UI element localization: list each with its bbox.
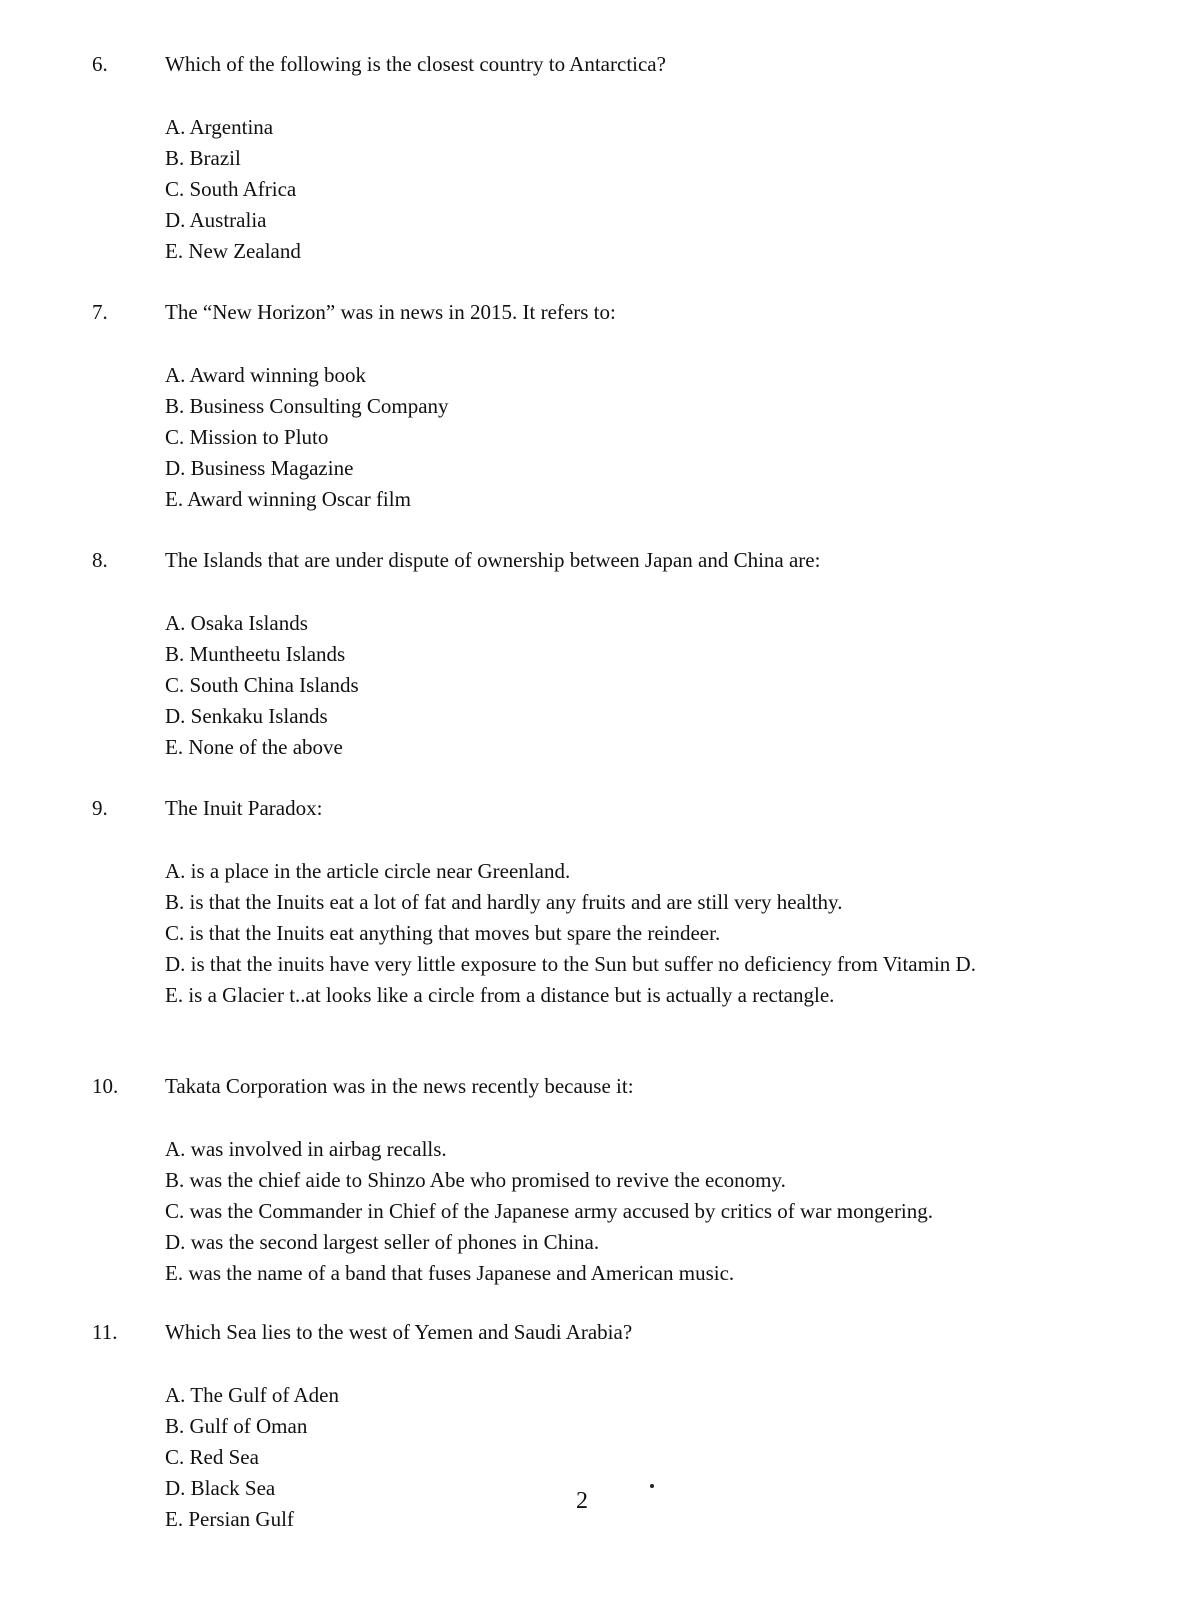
option-list	[165, 856, 1045, 1011]
option-e: E. Award winning Oscar film	[165, 487, 411, 511]
option-b: B. is that the Inuits eat a lot of fat and hardly any fruits and are still very healthy.	[165, 890, 843, 914]
option-b: B. was the chief aide to Shinzo Abe who promised to revive the economy.	[165, 1168, 786, 1192]
question-text: The Inuit Paradox:	[165, 796, 323, 820]
question-text: Which Sea lies to the west of Yemen and Saudi Arabia?	[165, 1320, 633, 1344]
question-text: The Islands that are under dispute of ownership between Japan and China are:	[165, 548, 821, 572]
option-b: B. Muntheetu Islands	[165, 642, 346, 666]
option-a: A. Osaka Islands	[165, 611, 308, 635]
option-c: C. South Africa	[165, 177, 297, 201]
option-e: E. None of the above	[165, 735, 343, 759]
scan-speck	[650, 1484, 654, 1488]
option-d: D. Australia	[165, 208, 267, 232]
question-text: Takata Corporation was in the news recently because it:	[165, 1074, 634, 1098]
option-a: A. The Gulf of Aden	[165, 1383, 339, 1407]
option-c: C. Red Sea	[165, 1445, 259, 1469]
option-e: E. Persian Gulf	[165, 1507, 294, 1531]
option-list	[165, 112, 1045, 267]
option-list	[165, 360, 1045, 515]
page-number: 2	[576, 1488, 588, 1514]
option-a: A. was involved in airbag recalls.	[165, 1137, 447, 1161]
option-d: D. Senkaku Islands	[165, 704, 328, 728]
option-b: B. Business Consulting Company	[165, 394, 449, 418]
option-d: D. was the second largest seller of phones in China.	[165, 1230, 600, 1254]
question-number: 7.	[92, 300, 108, 324]
question-number: 9.	[92, 796, 108, 820]
option-a: A. is a place in the article circle near Greenland.	[165, 859, 571, 883]
option-list	[165, 608, 1045, 763]
question-number: 8.	[92, 548, 108, 572]
option-d: D. Black Sea	[165, 1476, 276, 1500]
option-b: B. Brazil	[165, 146, 241, 170]
question-number: 10.	[92, 1074, 119, 1098]
option-e: E. New Zealand	[165, 239, 301, 263]
option-a: A. Argentina	[165, 115, 274, 139]
question-text: The “New Horizon” was in news in 2015. It refers to:	[165, 300, 616, 324]
question-number: 6.	[92, 52, 108, 76]
option-c: C. Mission to Pluto	[165, 425, 329, 449]
option-d: D. Business Magazine	[165, 456, 354, 480]
option-c: C. is that the Inuits eat anything that moves but spare the reindeer.	[165, 921, 721, 945]
option-a: A. Award winning book	[165, 363, 367, 387]
option-e: E. was the name of a band that fuses Japanese and American music.	[165, 1261, 735, 1285]
option-list	[165, 1134, 1045, 1289]
question-number: 11.	[92, 1320, 118, 1344]
question-text: Which of the following is the closest country to Antarctica?	[165, 52, 666, 76]
option-b: B. Gulf of Oman	[165, 1414, 308, 1438]
option-c: C. South China Islands	[165, 673, 359, 697]
option-c: C. was the Commander in Chief of the Japanese army accused by critics of war mongering.	[165, 1199, 934, 1223]
option-e: E. is a Glacier t..at looks like a circle from a distance but is actually a rectangle.	[165, 983, 835, 1007]
option-list	[165, 1380, 1045, 1535]
option-d: D. is that the inuits have very little exposure to the Sun but suffer no deficiency from Vitamin D.	[165, 952, 976, 976]
